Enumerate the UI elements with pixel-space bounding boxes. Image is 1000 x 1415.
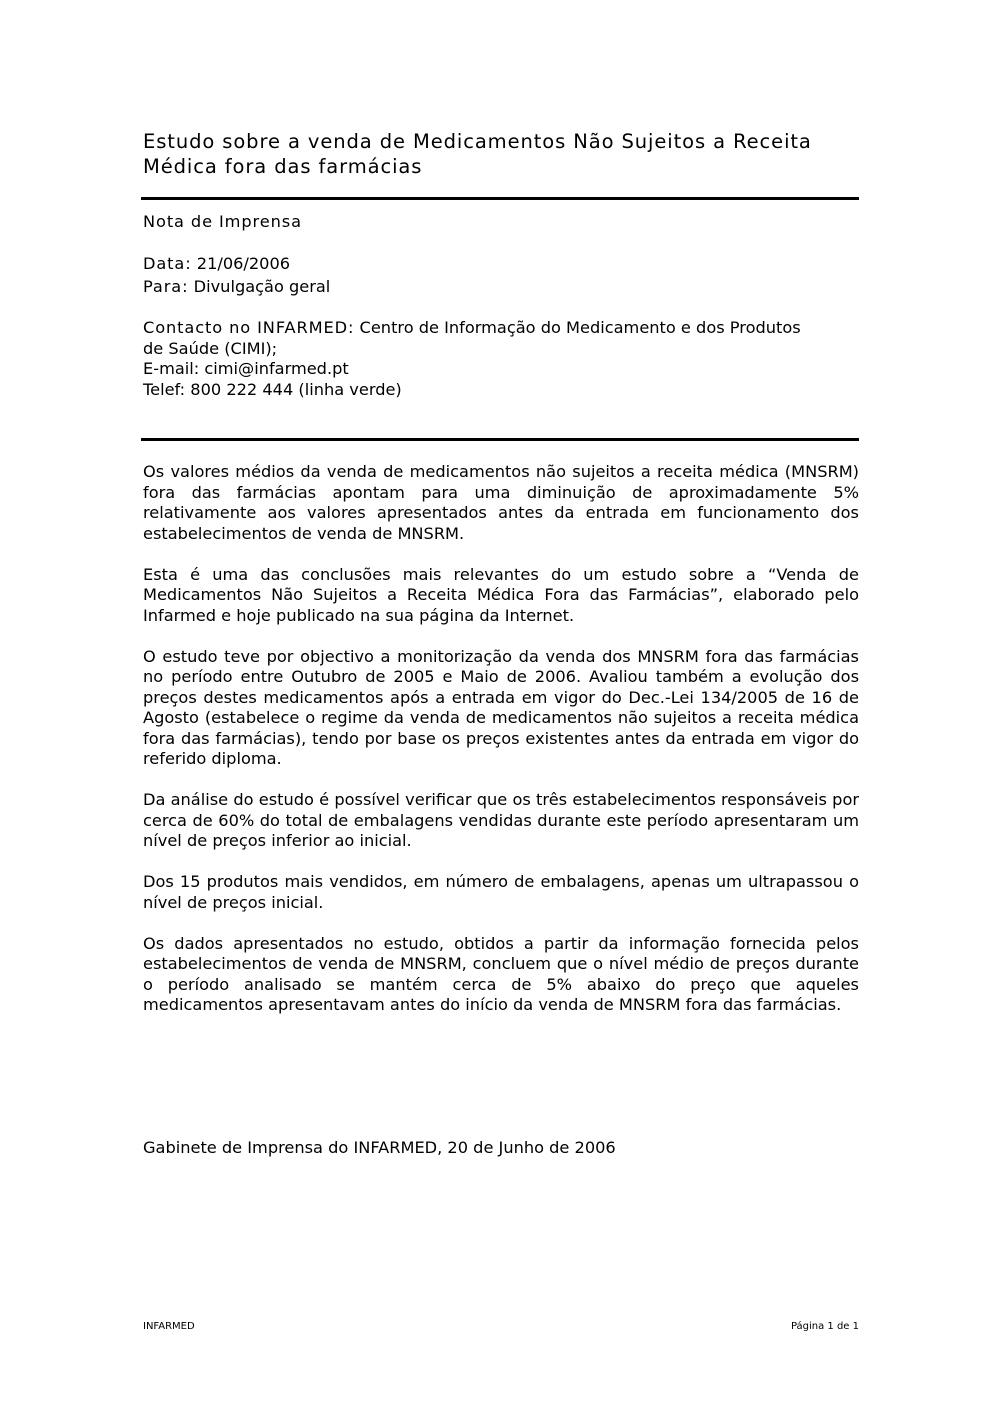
- contact-label: Contacto no INFARMED:: [143, 318, 355, 337]
- document-page: [143, 0, 859, 1415]
- contact-line: [143, 318, 859, 339]
- date-value: 21/06/2006: [196, 254, 291, 273]
- footer-page-number: Página 1 de 1: [790, 1321, 859, 1332]
- audience-value: Divulgação geral: [193, 277, 331, 296]
- document-title: [143, 129, 859, 179]
- signature-line: Gabinete de Imprensa do INFARMED, 20 de Junho de 2006: [143, 1138, 616, 1157]
- audience-label: Para:: [143, 277, 189, 296]
- press-note-label: Nota de Imprensa: [143, 212, 302, 231]
- title-line-2: Médica fora das farmácias: [143, 155, 423, 178]
- contact-value-continued: de Saúde (CIMI);: [143, 338, 278, 358]
- date-line: [143, 253, 290, 274]
- phone-line: Telef: 800 222 444 (linha verde): [143, 380, 402, 400]
- contact-block: [143, 318, 859, 401]
- body-paragraph-4: Da análise do estudo é possível verificar que os três estabelecimentos responsáveis por cerca de 60% do total de embalagens vendidas durante este período apresentaram um nível de preços inferior ao inicial.: [143, 790, 859, 850]
- title-line-1: Estudo sobre a venda de Medicamentos Não Sujeitos a Receita: [143, 130, 812, 153]
- date-label: Data:: [143, 254, 192, 273]
- body-paragraph-5: Dos 15 produtos mais vendidos, em número de embalagens, apenas um ultrapassou o nível de preços inicial.: [143, 872, 859, 912]
- email-line: E-mail: cimi@infarmed.pt: [143, 359, 349, 379]
- press-release-body: [143, 462, 859, 1036]
- footer-organization: INFARMED: [143, 1321, 195, 1332]
- body-paragraph-2: Esta é uma das conclusões mais relevantes do um estudo sobre a “Venda de Medicamentos Não Sujeitos a Receita Médica Fora das Farmácias”, elaborado pelo Infarmed e hoje publicado na sua página da Internet.: [143, 564, 859, 625]
- body-paragraph-1: Os valores médios da venda de medicamentos não sujeitos a receita médica (MNSRM) fora das farmácias apontam para uma diminuição de aproximadamente 5% relativamente aos valores apresentados antes da entrada em funcionamento dos estabelecimentos de venda de MNSRM.: [143, 462, 859, 543]
- contact-value: Centro de Informação do Medicamento e dos Produtos: [359, 318, 801, 337]
- bottom-divider: [141, 438, 859, 441]
- body-paragraph-3: O estudo teve por objectivo a monitorização da venda dos MNSRM fora das farmácias no período entre Outubro de 2005 e Maio de 2006. Avaliou também a evolução dos preços destes medicamentos após a entrada em vigor do Dec.-Lei 134/2005 de 16 de Agosto (estabelece o regime da venda de medicamentos não sujeitos a receita médica fora das farmácias), tendo por base os preços existentes antes da entrada em vigor do referido diploma.: [143, 646, 859, 768]
- body-paragraph-6: Os dados apresentados no estudo, obtidos a partir da informação fornecida pelos estabelecimentos de venda de MNSRM, concluem que o nível médio de preços durante o período analisado se mantém cerca de 5% abaixo do preço que aqueles medicamentos apresentavam antes do início da venda de MNSRM fora das farmácias.: [143, 933, 859, 1014]
- top-divider: [141, 197, 859, 200]
- audience-line: [143, 276, 330, 297]
